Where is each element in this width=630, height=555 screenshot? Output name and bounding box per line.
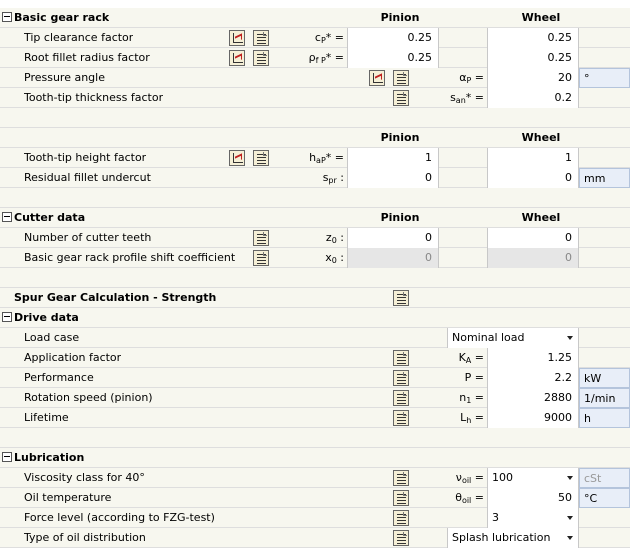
chevron-down-icon <box>567 536 573 540</box>
chevron-down-icon <box>567 336 573 340</box>
input-value[interactable]: 1.25 <box>487 348 579 368</box>
section-basic-gear-rack <box>0 8 630 28</box>
spacer-row <box>0 428 630 448</box>
column-header-pinion: Pinion <box>380 131 420 144</box>
chart-icon[interactable] <box>369 70 385 86</box>
unit-field[interactable]: h <box>579 408 630 428</box>
symbol: $K_A$ = <box>458 351 484 365</box>
symbol: $\theta_{oil}$ = <box>455 491 484 505</box>
symbol: $\nu_{oil}$ = <box>455 471 484 485</box>
label: Basic gear rack profile shift coefficient <box>24 251 236 264</box>
section-cutter-data <box>0 208 630 228</box>
input-pinion[interactable]: 0 <box>347 228 439 248</box>
chart-icon[interactable] <box>229 30 245 46</box>
symbol: $s_{pr}$ : <box>322 171 344 185</box>
collapse-toggle-icon[interactable] <box>2 452 12 462</box>
row-rotation-speed <box>0 388 630 408</box>
input-wheel[interactable]: 0.25 <box>487 28 579 48</box>
unit-field[interactable]: mm <box>579 168 630 188</box>
input-wheel[interactable]: 0.25 <box>487 48 579 68</box>
input-value[interactable]: 0.2 <box>487 88 579 108</box>
input-wheel[interactable]: 0 <box>487 168 579 188</box>
column-header-row <box>0 128 630 148</box>
section-title: Spur Gear Calculation - Strength <box>14 291 217 304</box>
label: Number of cutter teeth <box>24 231 152 244</box>
label: Tooth-tip height factor <box>24 151 147 164</box>
input-wheel-disabled: 0 <box>487 248 579 268</box>
oil-distribution-select[interactable] <box>447 528 579 548</box>
notepad-icon[interactable] <box>393 530 409 546</box>
load-case-select[interactable] <box>447 328 579 348</box>
symbol: $\rho_{f P}*$ = <box>308 51 344 65</box>
column-header-pinion: Pinion <box>380 211 420 224</box>
chart-icon[interactable] <box>229 150 245 166</box>
label: Type of oil distribution <box>24 531 146 544</box>
row-application-factor <box>0 348 630 368</box>
selected-value: Splash lubrication <box>452 531 551 544</box>
row-cutter-teeth <box>0 228 630 248</box>
symbol: $z_0$ : <box>325 231 344 245</box>
input-value[interactable]: 2880 <box>487 388 579 408</box>
input-value[interactable]: 50 <box>487 488 579 508</box>
label: Tooth-tip thickness factor <box>24 91 164 104</box>
row-root-fillet <box>0 48 630 68</box>
input-pinion[interactable]: 0.25 <box>347 48 439 68</box>
label: Rotation speed (pinion) <box>24 391 153 404</box>
row-tooth-tip-thickness <box>0 88 630 108</box>
label: Residual fillet undercut <box>24 171 151 184</box>
unit-field[interactable]: ° <box>579 68 630 88</box>
label: Oil temperature <box>24 491 112 504</box>
input-wheel[interactable]: 1 <box>487 148 579 168</box>
row-force-level <box>0 508 630 528</box>
symbol: $s_{an}*$ = <box>450 91 484 105</box>
unit-field[interactable]: 1/min <box>579 388 630 408</box>
unit-field-disabled: cSt <box>579 468 630 488</box>
chevron-down-icon <box>567 516 573 520</box>
row-residual-undercut <box>0 168 630 188</box>
selected-value: Nominal load <box>452 331 525 344</box>
collapse-toggle-icon[interactable] <box>2 312 12 322</box>
column-header-pinion: Pinion <box>380 11 420 24</box>
label: Application factor <box>24 351 122 364</box>
section-title: Cutter data <box>14 211 86 224</box>
row-tooth-tip-height <box>0 148 630 168</box>
row-oil-temperature <box>0 488 630 508</box>
row-pressure-angle <box>0 68 630 88</box>
input-value[interactable]: 20 <box>487 68 579 88</box>
input-pinion[interactable]: 0.25 <box>347 28 439 48</box>
row-tip-clearance <box>0 28 630 48</box>
section-title: Basic gear rack <box>14 11 110 24</box>
spacer-row <box>0 268 630 288</box>
input-value[interactable]: 2.2 <box>487 368 579 388</box>
section-title: Lubrication <box>14 451 85 464</box>
label: Pressure angle <box>24 71 105 84</box>
input-value[interactable]: 9000 <box>487 408 579 428</box>
symbol: P = <box>464 371 484 384</box>
label: Viscosity class for 40° <box>24 471 145 484</box>
section-title: Drive data <box>14 311 79 324</box>
force-level-select[interactable] <box>487 508 579 528</box>
symbol: $n_1$ = <box>459 391 484 405</box>
row-viscosity <box>0 468 630 488</box>
symbol: $c_P*$ = <box>314 31 344 45</box>
chevron-down-icon <box>567 476 573 480</box>
symbol: $h_{aP}*$ = <box>309 151 344 165</box>
spacer-row <box>0 108 630 128</box>
symbol: $L_h$ = <box>460 411 484 425</box>
label: Force level (according to FZG-test) <box>24 511 215 524</box>
spacer-row <box>0 188 630 208</box>
viscosity-select[interactable] <box>487 468 579 488</box>
label: Performance <box>24 371 94 384</box>
selected-value: 3 <box>492 511 499 524</box>
label: Tip clearance factor <box>24 31 134 44</box>
column-header-wheel: Wheel <box>521 211 561 224</box>
input-pinion-disabled: 0 <box>347 248 439 268</box>
row-profile-shift <box>0 248 630 268</box>
symbol: $x_0$ : <box>325 251 344 265</box>
selected-value: 100 <box>492 471 513 484</box>
notepad-icon[interactable] <box>393 290 409 306</box>
row-lifetime <box>0 408 630 428</box>
column-header-wheel: Wheel <box>521 11 561 24</box>
row-oil-distribution <box>0 528 630 548</box>
row-load-case <box>0 328 630 348</box>
row-performance <box>0 368 630 388</box>
collapse-toggle-icon[interactable] <box>2 212 12 222</box>
input-wheel[interactable]: 0 <box>487 228 579 248</box>
label: Lifetime <box>24 411 69 424</box>
input-pinion[interactable]: 1 <box>347 148 439 168</box>
section-strength <box>0 288 630 308</box>
unit-field[interactable]: kW <box>579 368 630 388</box>
column-header-wheel: Wheel <box>521 131 561 144</box>
notepad-icon[interactable] <box>393 510 409 526</box>
input-pinion[interactable]: 0 <box>347 168 439 188</box>
chart-icon[interactable] <box>229 50 245 66</box>
collapse-toggle-icon[interactable] <box>2 12 12 22</box>
symbol: $\alpha_P$ = <box>459 71 484 85</box>
section-lubrication <box>0 448 630 468</box>
label: Load case <box>24 331 80 344</box>
unit-field[interactable]: °C <box>579 488 630 508</box>
label: Root fillet radius factor <box>24 51 150 64</box>
section-drive-data <box>0 308 630 328</box>
